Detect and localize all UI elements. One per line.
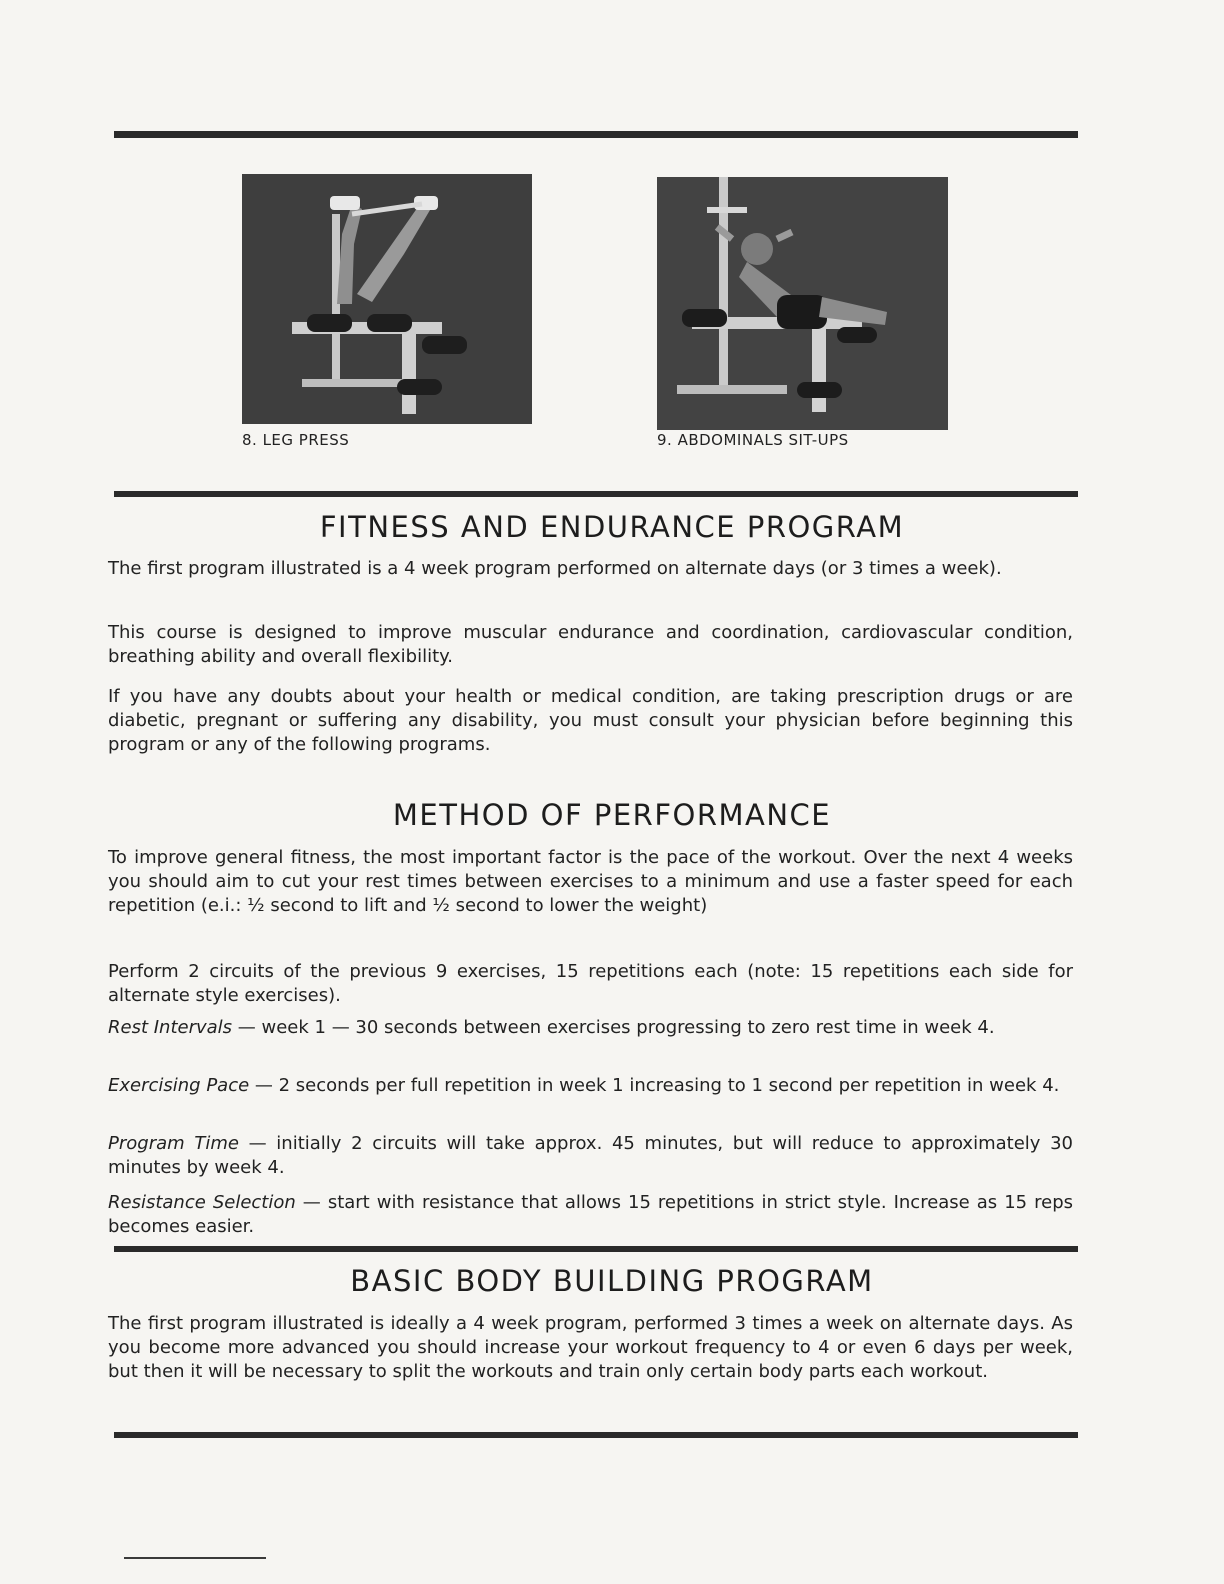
program-time-text: — initially 2 circuits will take approx. 45 minutes, but will reduce to approximately 30 minutes by week 4. bbox=[108, 1133, 1073, 1178]
resistance-selection-label: Resistance Selection bbox=[108, 1192, 296, 1213]
fitness-paragraph-2: This course is designed to improve muscular endurance and coordination, cardiovascular condition, breathing ability and overall flexibility. bbox=[108, 622, 1073, 667]
leg-press-photo bbox=[242, 174, 532, 424]
exercising-pace-label: Exercising Pace bbox=[108, 1075, 250, 1096]
fitness-paragraph-1: The first program illustrated is a 4 week program performed on alternate days (or 3 times a week). bbox=[108, 558, 1002, 579]
bottom-rule bbox=[114, 1432, 1078, 1438]
program-time-paragraph bbox=[108, 1132, 1073, 1180]
exercising-pace-text: — 2 seconds per full repetition in week 1 increasing to 1 second per repetition in week 4. bbox=[249, 1075, 1060, 1096]
abdominals-situps-photo bbox=[657, 177, 948, 430]
section-rule-2 bbox=[114, 1246, 1078, 1252]
resistance-selection-text: — start with resistance that allows 15 repetitions in strict style. Increase as 15 reps becomes easier. bbox=[108, 1192, 1073, 1237]
rest-intervals-paragraph bbox=[108, 1016, 1073, 1040]
leg-press-caption: 8. LEG PRESS bbox=[242, 431, 350, 449]
exercising-pace-paragraph bbox=[108, 1074, 1073, 1098]
rest-intervals-label: Rest Intervals bbox=[108, 1017, 233, 1038]
method-paragraph-2: Perform 2 circuits of the previous 9 exercises, 15 repetitions each (note: 15 repetitions each side for alternate style exercises). bbox=[108, 961, 1073, 1006]
top-rule bbox=[114, 131, 1078, 138]
section-rule-1 bbox=[114, 491, 1078, 497]
method-title: METHOD OF PERFORMANCE bbox=[392, 798, 832, 832]
method-paragraph-1: To improve general fitness, the most important factor is the pace of the workout. Over the next 4 weeks you should aim to cut your rest times between exercises to a minimum and use a faster speed for each repetition (e.i.: ½ second to lift and ½ second to lower the weight) bbox=[108, 847, 1073, 916]
resistance-selection-paragraph bbox=[108, 1191, 1073, 1239]
basic-paragraph-1: The first program illustrated is ideally a 4 week program, performed 3 times a week on alternate days. As you become more advanced you should increase your workout frequency to 4 or even 6 days per week, but then it will be necessary to split the workouts and train only certain body parts each workout. bbox=[108, 1313, 1073, 1382]
fitness-paragraph-3: If you have any doubts about your health or medical condition, are taking prescription drugs or are diabetic, pregnant or suffering any disability, you must consult your physician before beginning this program or any of the following programs. bbox=[108, 686, 1073, 755]
rest-intervals-text: — week 1 — 30 seconds between exercises progressing to zero rest time in week 4. bbox=[232, 1017, 995, 1038]
abdominals-situps-caption: 9. ABDOMINALS SIT-UPS bbox=[657, 431, 849, 449]
basic-program-title: BASIC BODY BUILDING PROGRAM bbox=[350, 1264, 874, 1298]
program-time-label: Program Time bbox=[108, 1133, 239, 1154]
bottom-mark bbox=[124, 1557, 266, 1559]
fitness-program-title: FITNESS AND ENDURANCE PROGRAM bbox=[319, 510, 905, 544]
